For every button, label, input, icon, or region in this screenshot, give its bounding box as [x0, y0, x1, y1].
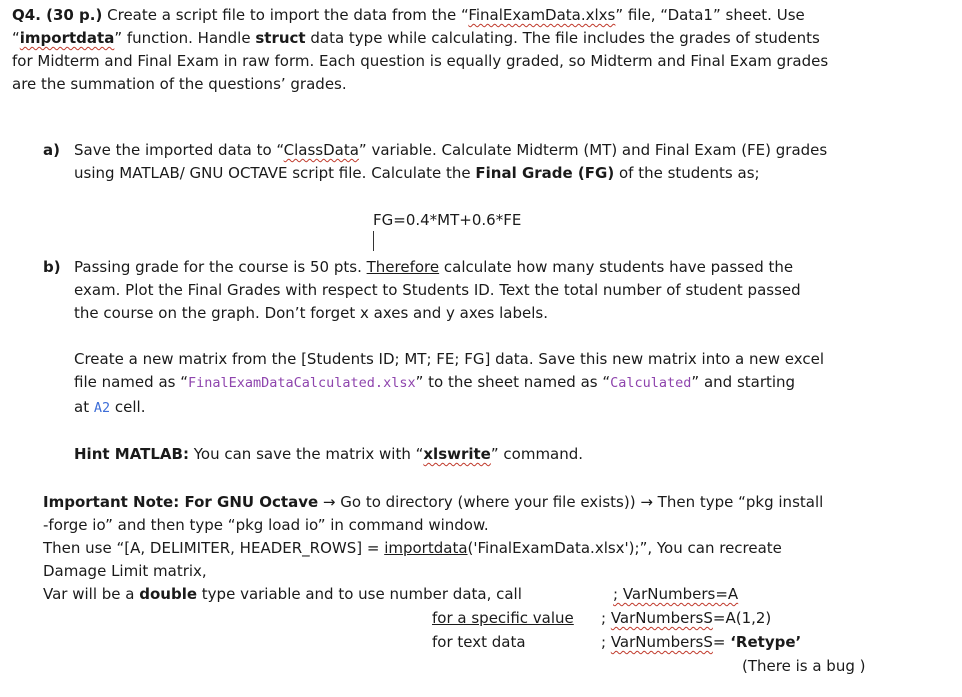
part-b-p2-line-3 [74, 396, 145, 420]
importdata-call: importdata [384, 539, 468, 557]
q4-line-1 [12, 4, 805, 27]
part-a-line-1 [74, 139, 827, 162]
q4-line-2 [12, 27, 820, 50]
filename-data-xlxs: FinalExamData.xlxs [468, 6, 616, 24]
text: of the students as; [614, 164, 760, 182]
text: ” function. Handle [114, 29, 256, 47]
text: Create a script file to import the data from the “ [107, 6, 469, 24]
text: cell. [110, 398, 146, 416]
text: = [712, 633, 731, 651]
note-line-2: -forge io” and then type “pkg load io” in command window. [43, 516, 489, 534]
text: data type while calculating. The file includes the grades of students [305, 29, 820, 47]
text: “ [12, 29, 20, 47]
text: Then use “[A, DELIMITER, HEADER_ROWS] = [43, 539, 385, 557]
arrow-right-icon: → [635, 493, 658, 511]
text: calculate how many students have passed the [439, 258, 794, 276]
q4-line-3: for Midterm and Final Exam in raw form. Each question is equally graded, so Midterm and Final Exam grades [12, 52, 829, 70]
text: ” file, “Data1” sheet. Use [615, 6, 805, 24]
text: ('FinalExamData.xlsx');”, You can recreate [467, 539, 782, 557]
text: ; VarNumbers=A [613, 585, 739, 603]
text: Passing grade for the course is 50 pts. [74, 258, 367, 276]
bug-note: (There is a bug ) [742, 657, 866, 675]
text: using MATLAB/ GNU OCTAVE script file. Calculate the [74, 164, 476, 182]
double-keyword: double [139, 585, 198, 603]
note-line-1 [43, 491, 823, 514]
varnumbers-assign-2 [601, 607, 771, 630]
text: ” and starting [691, 373, 796, 391]
q4-line-4: are the summation of the questions’ grades. [12, 75, 347, 93]
text: at [74, 398, 94, 416]
formula: FG=0.4*MT+0.6*FE [373, 211, 522, 229]
note-line-4: Damage Limit matrix, [43, 562, 207, 580]
part-b-p2-line-2 [74, 371, 795, 395]
note-line-6 [432, 607, 574, 630]
text: type variable and to use number data, call [197, 585, 522, 603]
text: for a specific value [432, 609, 574, 627]
text: ” to the sheet named as “ [415, 373, 611, 391]
varnumbers-assign-3 [601, 631, 801, 654]
varnumbers-assign-1 [613, 583, 738, 606]
note-line-7: for text data [432, 633, 526, 651]
text: VarNumbersS [610, 609, 713, 627]
part-b-label: b) [43, 258, 61, 276]
part-b-p2-line-1: Create a new matrix from the [Students ID; MT; FE; FG] data. Save this new matrix into a new excel [74, 350, 825, 368]
text: VarNumbersS [610, 633, 713, 651]
text: ; [601, 633, 611, 651]
text: Var will be a [43, 585, 140, 603]
text: ‘Retype’ [730, 633, 802, 651]
final-grade-term: Final Grade (FG) [475, 164, 615, 182]
therefore-word: Therefore [366, 258, 440, 276]
importdata-keyword: importdata [19, 29, 115, 47]
text: =A(1,2) [712, 609, 772, 627]
hint-label: Hint MATLAB: [74, 445, 189, 463]
question-label: Q4. (30 p.) [12, 6, 103, 24]
part-a-label: a) [43, 141, 60, 159]
text: Go to directory (where your file exists)) [340, 493, 636, 511]
cell-ref: A2 [93, 400, 111, 416]
part-b-line-3: the course on the graph. Don’t forget x axes and y axes labels. [74, 304, 548, 322]
text: file named as “ [74, 373, 188, 391]
sheet-name: Calculated [610, 375, 692, 391]
note-line-5 [43, 583, 522, 606]
new-filename: FinalExamDataCalculated.xlsx [188, 375, 416, 391]
text: ” variable. Calculate Midterm (MT) and Final Exam (FE) grades [358, 141, 828, 159]
note-line-3 [43, 537, 782, 560]
part-a-line-2 [74, 162, 760, 185]
text: Save the imported data to “ [74, 141, 284, 159]
text: ” command. [490, 445, 584, 463]
text: Then type “pkg install [657, 493, 824, 511]
arrow-right-icon: → [318, 493, 341, 511]
important-note-label: Important Note: For GNU Octave [43, 493, 319, 511]
struct-keyword: struct [255, 29, 306, 47]
xlswrite-command: xlswrite [423, 445, 491, 463]
part-b-line-2: exam. Plot the Final Grades with respect to Students ID. Text the total number of student passed [74, 281, 801, 299]
classdata-var: ClassData [283, 141, 359, 159]
hint-matlab [74, 443, 583, 466]
part-b-line-1 [74, 256, 793, 279]
text: ; [601, 609, 611, 627]
text-cursor [373, 231, 374, 251]
text: You can save the matrix with “ [188, 445, 424, 463]
